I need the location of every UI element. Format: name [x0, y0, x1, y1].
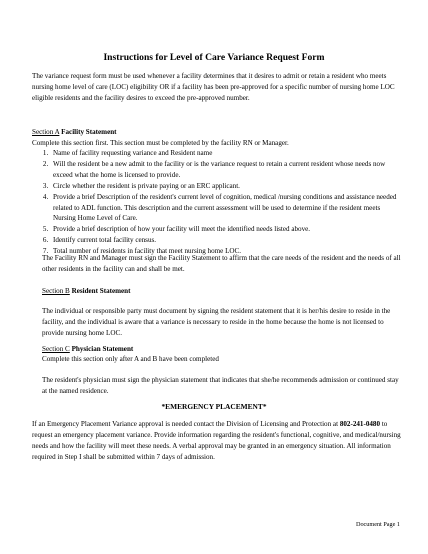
section-b-body: The individual or responsible party must document by signing the resident statement that it is her/his desire to reside in the facility, and the individual is aware that a variance is necessary to reside in the home because the home is not licensed to provide nursing home LOC. — [42, 307, 391, 337]
section-b-label: Section B — [42, 287, 70, 295]
section-c-heading: Physician Statement — [71, 345, 134, 353]
section-c-note: Complete this section only after A and B have been completed — [42, 355, 219, 363]
section-a-label: Section A — [32, 128, 60, 136]
page-footer: Document Page 1 — [356, 521, 400, 528]
section-c-body: The resident's physician must sign the physician statement that indicates that she/he recommends admission or continued stay at the named residence. — [42, 376, 399, 395]
emergency-title: *EMERGENCY PLACEMENT* — [161, 402, 267, 411]
section-a-instruction: Complete this section first. This section must be completed by the facility RN or Manager. — [32, 138, 289, 147]
list-item: 1. Name of facility requesting variance and Resident name — [50, 148, 402, 159]
list-item: 4. Provide a brief Description of the resident's current level of cognition, medical /nursing conditions and assistance needed related to ADL function. This description and the current assessment will be used to determine if the resident meets Nursing Home Level of Care. — [50, 192, 402, 225]
section-c-label: Section C — [42, 345, 70, 353]
list-item: 3. Circle whether the resident is private paying or an ERC applicant. — [50, 181, 402, 192]
section-a-signature-note: The Facility RN and Manager must sign the Facility Statement to affirm that the care needs of the resident and the needs of all other residents in the facility can and shall be met. — [42, 254, 401, 273]
list-item: 5. Provide a brief description of how your facility will meet the identified needs listed above. — [50, 224, 402, 235]
page-title: Instructions for Level of Care Variance Request Form — [103, 52, 325, 63]
section-b-heading: Resident Statement — [71, 287, 131, 295]
section-a-header — [32, 127, 402, 149]
emergency-phone: 802-241-0480 — [339, 420, 381, 428]
section-a-heading: Facility Statement — [61, 128, 117, 136]
section-a-list — [32, 148, 402, 257]
emergency-body-pre: If an Emergency Placement Variance approval is needed contact the Division of Licensing and Protection at — [32, 420, 339, 428]
emergency-body-post: to request an emergency placement variance. Provide information regarding the resident's functional, cognitive, and medical/nursing needs and how the facility will meet these needs. A verbal approval may be granted in an emergency situation. All information required in Step I shall be submitted within 7 days of admission. — [32, 420, 401, 461]
intro-paragraph: The variance request form must be used whenever a facility determines that it desires to admit or retain a resident who meets nursing home level of care (LOC) eligibility OR if a facility has been pre-approved for a specific number of nursing home LOC eligible residents and the facility desires to exceed the pre-approved number. — [32, 72, 395, 102]
emergency-body — [32, 419, 404, 463]
list-item: 2. Will the resident be a new admit to the facility or is the variance request to retain a current resident whose needs now exceed what the home is licensed to provide. — [50, 159, 402, 181]
list-item: 6. Identify current total facility census. — [50, 235, 402, 246]
section-b-header — [42, 286, 402, 297]
list-item: 7. Total number of residents in facility that meet nursing home LOC. — [50, 246, 402, 257]
